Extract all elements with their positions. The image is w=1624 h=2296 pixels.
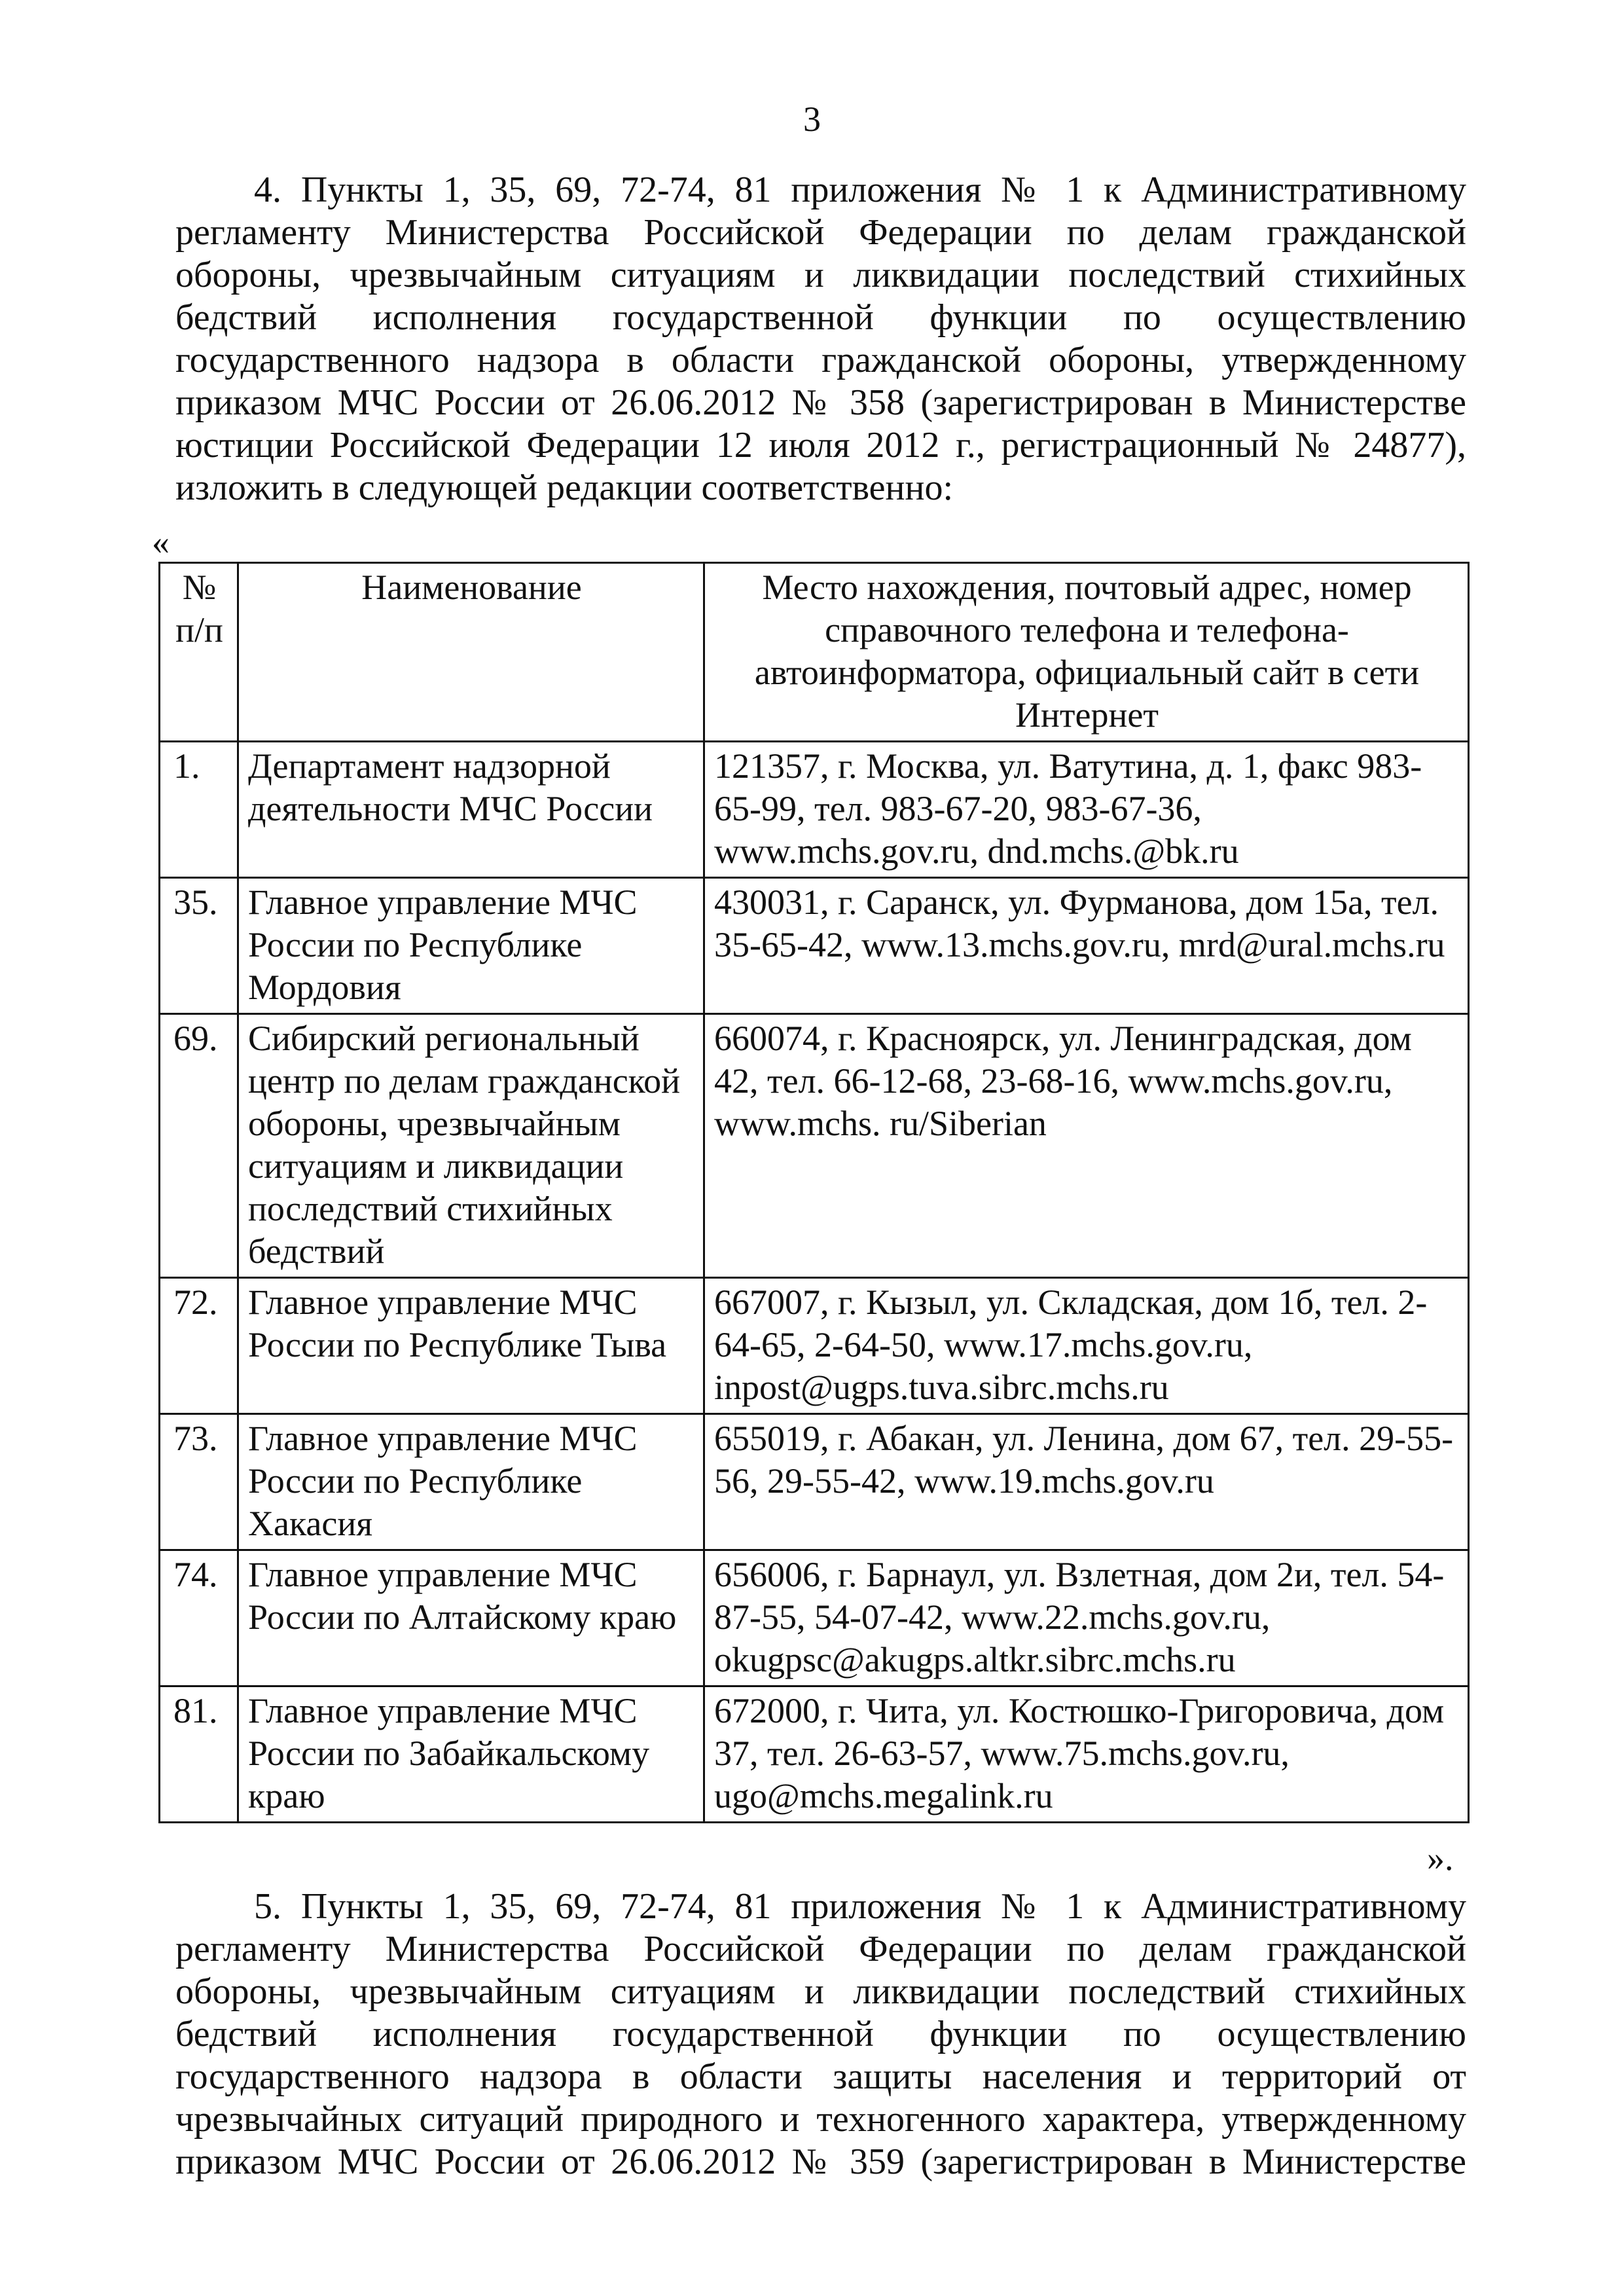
paragraph-4-line: юстиции Российской Федерации 12 июля 2012 г., регистрационный № 24877), xyxy=(175,425,1466,465)
offices-table xyxy=(158,562,1470,1823)
row-name: Департамент надзорной деятельности МЧС России xyxy=(238,742,704,878)
row-address: 672000, г. Чита, ул. Костюшко-Григоровича, дом 37, тел. 26-63-57, www.75.mchs.gov.ru, ugo@mchs.megalink.ru xyxy=(704,1686,1469,1823)
row-address: 656006, г. Барнаул, ул. Взлетная, дом 2и, тел. 54-87-55, 54-07-42, www.22.mchs.gov.ru, okugpsc@akugps.altkr.sibrc.mchs.ru xyxy=(704,1550,1469,1686)
row-address: 660074, г. Красноярск, ул. Ленинградская, дом 42, тел. 66-12-68, 23-68-16, www.mchs.gov.ru, www.mchs. ru/Siberian xyxy=(704,1014,1469,1278)
paragraph-4-line: 4. Пункты 1, 35, 69, 72-74, 81 приложения № 1 к Административному xyxy=(254,170,1466,210)
table-row xyxy=(160,742,1469,878)
header-address: Место нахождения, почтовый адрес, номер справочного телефона и телефона-автоинформатора, официальный сайт в сети Интернет xyxy=(704,563,1469,742)
paragraph-5-line: регламенту Министерства Российской Федерации по делам гражданской xyxy=(175,1929,1466,1969)
closing-quote: ». xyxy=(1427,1838,1454,1878)
paragraph-4-line: бедствий исполнения государственной функции по осуществлению xyxy=(175,297,1466,338)
table-row xyxy=(160,1278,1469,1414)
table-row xyxy=(160,1686,1469,1823)
header-number: № п/п xyxy=(160,563,238,742)
row-number: 72. xyxy=(160,1278,238,1414)
table-row xyxy=(160,878,1469,1014)
row-number: 73. xyxy=(160,1414,238,1550)
paragraph-4 xyxy=(175,169,1466,509)
row-number: 35. xyxy=(160,878,238,1014)
paragraph-5-line: обороны, чрезвычайным ситуациям и ликвидации последствий стихийных xyxy=(175,1971,1466,2012)
row-name: Сибирский региональный центр по делам гражданской обороны, чрезвычайным ситуациям и ликвидации последствий стихийных бедствий xyxy=(238,1014,704,1278)
table-row xyxy=(160,1550,1469,1686)
row-name: Главное управление МЧС России по Республике Тыва xyxy=(238,1278,704,1414)
paragraph-4-line: государственного надзора в области гражданской обороны, утвержденному xyxy=(175,340,1466,380)
row-address: 121357, г. Москва, ул. Ватутина, д. 1, факс 983-65-99, тел. 983-67-20, 983-67-36, www.mchs.gov.ru, dnd.mchs.@bk.ru xyxy=(704,742,1469,878)
paragraph-5-line: государственного надзора в области защиты населения и территорий от xyxy=(175,2056,1466,2097)
row-name: Главное управление МЧС России по Алтайскому краю xyxy=(238,1550,704,1686)
paragraph-5 xyxy=(175,1886,1466,2183)
table-row xyxy=(160,1014,1469,1278)
paragraph-5-line: чрезвычайных ситуаций природного и техногенного характера, утвержденному xyxy=(175,2099,1466,2140)
row-name: Главное управление МЧС России по Республике Хакасия xyxy=(238,1414,704,1550)
row-number: 74. xyxy=(160,1550,238,1686)
row-number: 81. xyxy=(160,1686,238,1823)
table-header-row xyxy=(160,563,1469,742)
row-address: 655019, г. Абакан, ул. Ленина, дом 67, тел. 29-55-56, 29-55-42, www.19.mchs.gov.ru xyxy=(704,1414,1469,1550)
paragraph-4-line: регламенту Министерства Российской Федерации по делам гражданской xyxy=(175,212,1466,253)
opening-quote: « xyxy=(152,522,170,562)
row-name: Главное управление МЧС России по Республике Мордовия xyxy=(238,878,704,1014)
page-number: 3 xyxy=(803,100,821,139)
row-number: 69. xyxy=(160,1014,238,1278)
table-row xyxy=(160,1414,1469,1550)
row-address: 667007, г. Кызыл, ул. Складская, дом 1б, тел. 2-64-65, 2-64-50, www.17.mchs.gov.ru, inpost@ugps.tuva.sibrc.mchs.ru xyxy=(704,1278,1469,1414)
paragraph-4-line: приказом МЧС России от 26.06.2012 № 358 (зарегистрирован в Министерстве xyxy=(175,382,1466,423)
row-number: 1. xyxy=(160,742,238,878)
row-address: 430031, г. Саранск, ул. Фурманова, дом 15а, тел. 35-65-42, www.13.mchs.gov.ru, mrd@ural.mchs.ru xyxy=(704,878,1469,1014)
header-name: Наименование xyxy=(238,563,704,742)
paragraph-4-line: изложить в следующей редакции соответственно: xyxy=(175,467,954,508)
paragraph-5-line: 5. Пункты 1, 35, 69, 72-74, 81 приложения № 1 к Административному xyxy=(254,1886,1466,1927)
row-name: Главное управление МЧС России по Забайкальскому краю xyxy=(238,1686,704,1823)
paragraph-5-line: приказом МЧС России от 26.06.2012 № 359 (зарегистрирован в Министерстве xyxy=(175,2141,1466,2182)
paragraph-4-line: обороны, чрезвычайным ситуациям и ликвидации последствий стихийных xyxy=(175,255,1466,295)
paragraph-5-line: бедствий исполнения государственной функции по осуществлению xyxy=(175,2014,1466,2054)
